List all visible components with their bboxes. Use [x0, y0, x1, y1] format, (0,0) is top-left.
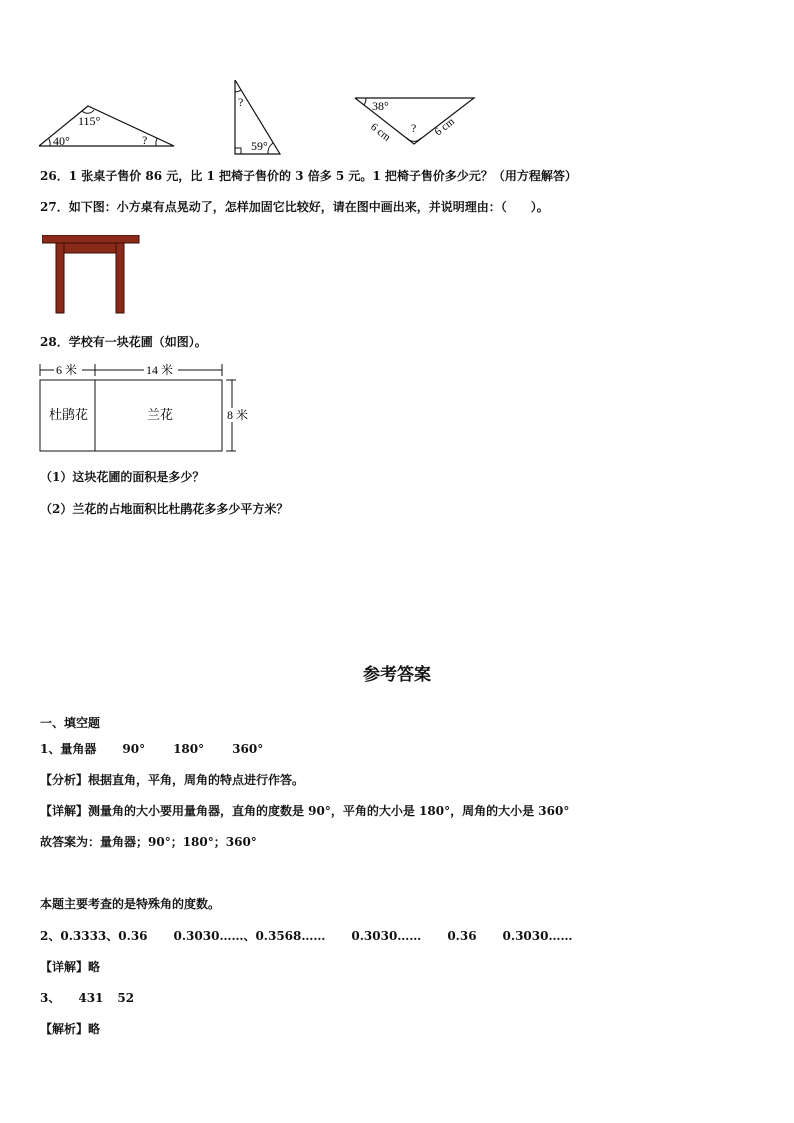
- answer-number: 2、: [40, 929, 61, 943]
- height-label: 8 米: [227, 408, 249, 422]
- angle-unknown-label: ?: [142, 133, 148, 147]
- angle-38-label: 38°: [372, 99, 389, 113]
- answer-item: 52: [117, 991, 135, 1005]
- answer-1-analysis: 【分析】根据直角，平角，周角的特点进行作答。: [40, 773, 305, 787]
- angle-115-label: 115°: [78, 114, 101, 128]
- question-28-2: （2）兰花的占地面积比杜鹃花多多少平方米？: [40, 502, 289, 516]
- answer-item: 0.3333、0.36: [60, 929, 148, 943]
- answers-title: 参考答案: [363, 665, 431, 685]
- angle-40-label: 40°: [53, 134, 70, 148]
- azalea-label: 杜鹃花: [49, 407, 89, 422]
- answer-item: 90°: [122, 742, 146, 756]
- right-width-label: 14 米: [146, 363, 174, 377]
- angle-59-label: 59°: [251, 139, 268, 153]
- answer-number: 3、: [40, 991, 61, 1005]
- answer-1-final: 故答案为：量角器；90°；180°；360°: [40, 835, 257, 849]
- answer-3: [40, 989, 134, 1006]
- side-6cm-right-label: 6 cm: [432, 115, 457, 139]
- answer-3-analysis: 【解析】略: [40, 1022, 101, 1036]
- angle-unknown-label: ?: [238, 95, 244, 109]
- triangle-figure-1: [36, 100, 181, 152]
- answer-item: 0.36: [447, 929, 477, 943]
- table-figure: [42, 235, 140, 315]
- answer-item: 0.3030……: [502, 929, 573, 943]
- section-fill-in-blank: 一、填空题: [40, 716, 101, 730]
- answer-item: 0.3030……: [351, 929, 422, 943]
- answer-2-detail: 【详解】略: [40, 960, 101, 974]
- answer-number: 1、: [40, 742, 61, 756]
- question-28-1: （1）这块花圃的面积是多少？: [40, 470, 205, 484]
- question-27: 27．如下图：小方桌有点晃动了，怎样加固它比较好，请在图中画出来，并说明理由：（ ）。: [40, 200, 549, 214]
- answer-item: 360°: [232, 742, 264, 756]
- answer-1: [40, 740, 263, 757]
- left-width-label: 6 米: [56, 363, 78, 377]
- answer-1-detail: 【详解】测量角的大小要用量角器，直角的度数是 90°，平角的大小是 180°，周角的大小是 360°: [40, 804, 570, 818]
- angle-unknown-label: ?: [411, 121, 417, 135]
- triangle-figure-3: [350, 94, 480, 148]
- answer-item: 量角器: [60, 742, 97, 756]
- question-28: 28．学校有一块花圃（如图）。: [40, 335, 207, 349]
- triangle-figure-2: [228, 76, 288, 158]
- question-26: 26．1 张桌子售价 86 元，比 1 把椅子售价的 3 倍多 5 元。1 把椅子售价多少元？（用方程解答）: [40, 169, 577, 183]
- answer-item: 180°: [173, 742, 205, 756]
- garden-figure: [36, 360, 256, 456]
- side-6cm-left-label: 6 cm: [368, 120, 393, 144]
- answer-item: 431: [78, 991, 104, 1005]
- orchid-label: 兰花: [147, 407, 174, 422]
- answer-item: 0.3030……、0.3568……: [173, 929, 326, 943]
- answer-2: [40, 927, 572, 944]
- answer-1-note: 本题主要考查的是特殊角的度数。: [40, 897, 221, 911]
